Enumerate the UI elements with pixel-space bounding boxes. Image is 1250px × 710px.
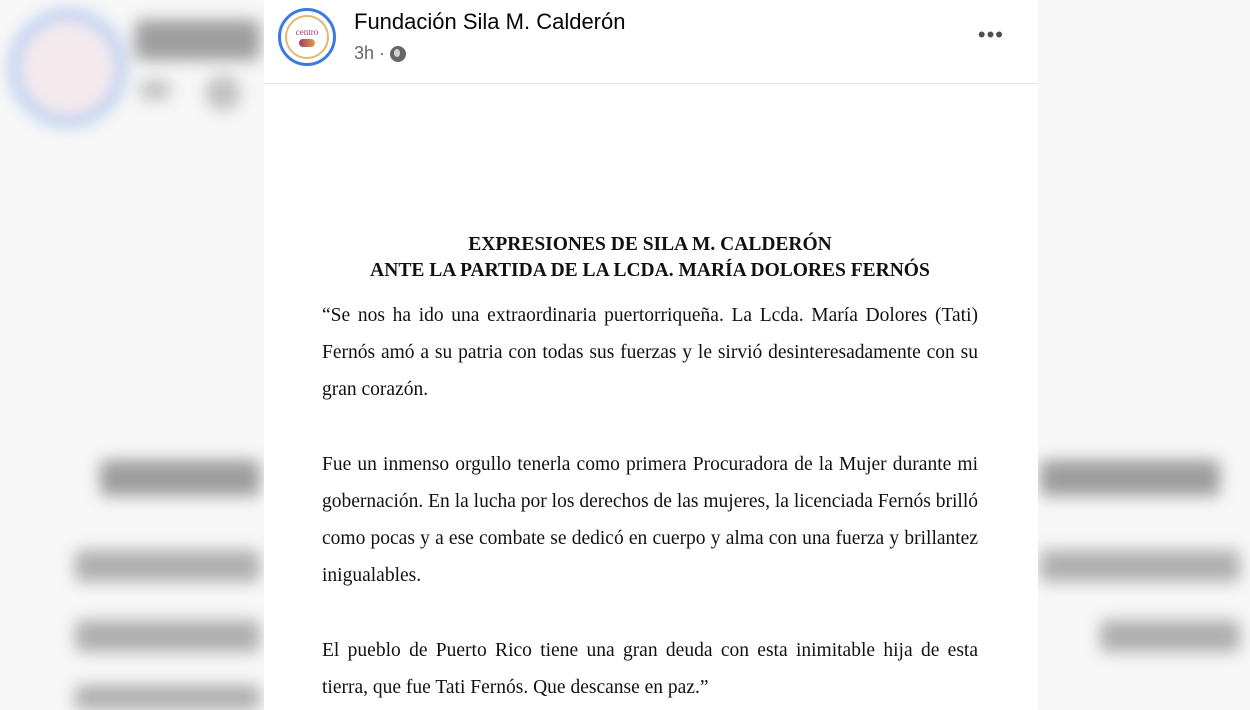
paragraph-1: “Se nos ha ido una extraordinaria puertorriqueña. La Lcda. María Dolores (Tati) Fernós amó a su patria con todas sus fuerzas y le sirvió desinteresadamente con su gran corazón. xyxy=(322,305,978,400)
logo-icon: centro xyxy=(285,15,329,59)
statement-document xyxy=(322,232,978,706)
blurred-line-shape xyxy=(75,685,260,710)
separator: · xyxy=(379,43,386,63)
blurred-meta-shape xyxy=(140,80,170,100)
blurred-avatar xyxy=(10,10,126,126)
blurred-title-shape-right xyxy=(1040,460,1220,496)
paragraph-3: El pueblo de Puerto Rico tiene una gran deuda con esta inimitable hija de esta tierra, que fue Tati Fernós. Que descanse en paz.” xyxy=(322,640,978,698)
post-header xyxy=(264,0,1038,84)
blurred-globe-shape xyxy=(205,75,241,111)
facebook-post xyxy=(264,0,1038,710)
blurred-title-shape-left xyxy=(100,460,260,496)
page-avatar[interactable] xyxy=(278,8,336,66)
document-title-line-1: EXPRESIONES DE SILA M. CALDERÓN xyxy=(468,234,832,255)
blurred-line-shape xyxy=(1040,550,1240,582)
globe-icon xyxy=(390,46,406,62)
page-name-link[interactable]: Fundación Sila M. Calderón xyxy=(354,9,626,34)
document-title-line-2: ANTE LA PARTIDA DE LA LCDA. MARÍA DOLORES FERNÓS xyxy=(370,260,930,281)
blurred-line-shape xyxy=(1100,620,1240,652)
paragraph-2: Fue un inmenso orgullo tenerla como primera Procuradora de la Mujer durante mi gobernación. En la lucha por los derechos de las mujeres, la licenciada Fernós brilló como pocas y a ese combate se dedicó en cuerpo y alma con una fuerza y brillantez inigualables. xyxy=(322,454,978,586)
more-options-button[interactable]: ••• xyxy=(977,22,1004,47)
post-timestamp[interactable]: 3h xyxy=(354,43,375,63)
blurred-name-shape xyxy=(135,20,260,60)
blurred-line-shape xyxy=(75,620,260,652)
blurred-line-shape xyxy=(75,550,260,582)
